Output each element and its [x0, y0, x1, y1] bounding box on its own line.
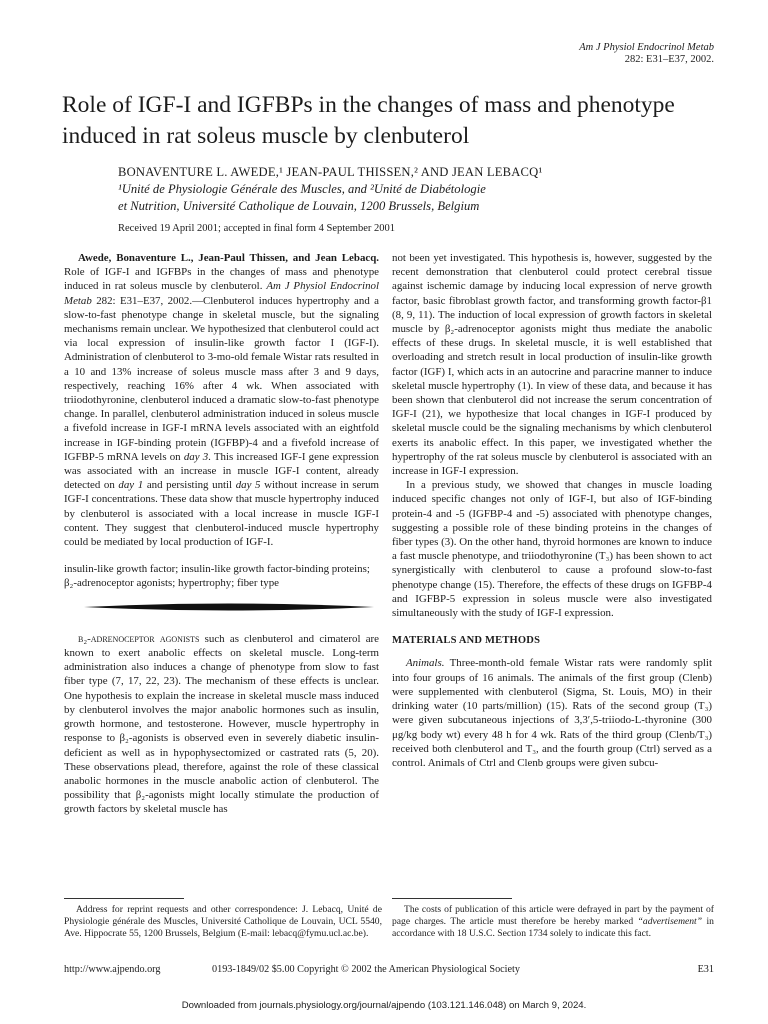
abstract-day-3: day 3 — [183, 450, 209, 463]
received-dates: Received 19 April 2001; accepted in final form 4 September 2001 — [118, 223, 396, 234]
right-column — [392, 251, 712, 770]
animals-label: Animals. — [406, 657, 445, 670]
intro-text: such as clenbuterol and cimaterol are known to exert anabolic effects on skeletal muscle. Long-term administration also induces a change of phenotype from slow to fast fiber type (7, 17, 22, 23). The mechanism of these effects is unclear. One hypothesis to explain the increase in skeletal muscle mass induced by clenbuterol involves the major anabolic hormones such as insulin, growth hormone, and testosterone. However, muscle hypertrophy in response to β₂-agonists is observed even in severely diabetic insulin-deficient as well as in hypophysectomized or castrated rats (5, 20). These observations plead, therefore, against the role of these classical anabolic hormones in the muscle anabolic action of clenbuterol. The possibility that β₂-agonists might locally stimulate the production of growth factors by skeletal muscle has — [64, 632, 379, 816]
abstract — [64, 251, 379, 549]
footnote-rule-right — [392, 898, 512, 899]
abstract-day-5: day 5 — [235, 479, 261, 492]
author-block — [118, 164, 542, 215]
section-ornament — [84, 601, 374, 613]
cost-text-1: The costs of publication of this article were defrayed in part by the payment of page charges. The article must therefore be hereby marked — [392, 904, 714, 927]
animals-paragraph — [392, 656, 712, 770]
cost-text-2: in accordance with 18 U.S.C. Section 1734 solely to indicate this fact. — [392, 916, 714, 939]
abstract-day-1: day 1 — [118, 479, 144, 492]
abstract-text-2: 282: E31–E37, 2002.—Clenbuterol induces hypertrophy and a slow-to-fast phenotype change in skeletal muscle, but the signaling mechanisms remain unclear. We hypothesized that clenbuterol could act via local expression of insulin-like growth factor I (IGF-I). Administration of clenbuterol to 3-mo-old female Wistar rats resulted in a 10 and 13% increase of soleus muscle mass after 3 and 9 days, respectively, reaching 16% after 4 wk. When associated with triiodothyronine, clenbuterol induced a dramatic slow-to-fast phenotype change. In parallel, clenbuterol administration induced in soleus muscle a fivefold increase in IGF-I mRNA levels associated with an eightfold increase in IGF-binding protein (IGFBP)-4 and a fivefold increase of IGFBP-5 mRNA levels on — [64, 294, 379, 463]
affiliation-line-2: et Nutrition, Université Catholique de Louvain, 1200 Brussels, Belgium — [118, 199, 480, 213]
abstract-text-5: without increase in serum IGF-I concentrations. These data show that muscle hypertrophy induced by clenbuterol is associated with a local increase in muscle IGF-I content. They suggest that clenbuterol-induced muscle hypertrophy could be mediated by local production of IGF-I. — [64, 479, 379, 549]
left-column — [64, 251, 379, 817]
author-names: BONAVENTURE L. AWEDE,¹ JEAN-PAUL THISSEN,² AND JEAN LEBACQ¹ — [118, 165, 543, 179]
journal-reference — [579, 42, 714, 66]
introduction-paragraph — [64, 632, 379, 817]
copyright-line: 0193-1849/02 $5.00 Copyright © 2002 the American Physiological Society — [212, 964, 520, 975]
page-number: E31 — [697, 964, 714, 975]
intro-paragraph-continued: not been yet investigated. This hypothesis is, however, suggested by the recent demonstration that clenbuterol could protect cerebral tissue against ischemic damage by inducing local expression of nerve growth factor, basic fibroblast growth factor, and transforming growth factor-β1 (8, 9, 11). The induction of local expression of growth factors in skeletal muscle by β₂-adrenoceptor agonists might thus mediate the anabolic effects of these drugs. In skeletal muscle, it is well established that overloading and stretch result in local production of insulin-like growth factor (IGF) I, which acts in an autocrine and paracrine manner to induce skeletal muscle hypertrophy (1). In view of these data, and because it has been shown that clenbuterol did not increase the serum concentration of IGF-I (21), we hypothesize that local changes in IGF-I produced by skeletal muscle could be the signaling mechanisms by which clenbuterol exerts its anabolic effect. In this paper, we investigated whether the hypertrophy of the rat soleus muscle by clenbuterol is associated with an increase in IGF-I expression. — [392, 252, 712, 478]
journal-name: Am J Physiol Endocrinol Metab — [579, 42, 714, 53]
abstract-journal-ref: Am J Physiol Endocrinol Metab — [64, 280, 379, 307]
publication-cost-footnote — [392, 904, 714, 940]
download-notice: Downloaded from journals.physiology.org/journal/ajpendo (103.121.146.048) on March 9, 2024. — [181, 1000, 587, 1011]
abstract-text-3: . This increased IGF-I gene expression was associated with an increase in muscle IGF-I content, already detected on — [64, 450, 379, 492]
abstract-authors: Awede, Bonaventure L., Jean-Paul Thissen, and Jean Lebacq. — [78, 252, 379, 264]
section-heading-methods: MATERIALS AND METHODS — [392, 635, 541, 647]
animals-text: Three-month-old female Wistar rats were randomly split into four groups of 16 animals. The animals of the first group (Clenb) were supplemented with clenbuterol (Sigma, St. Louis, MO) in their drinking water (10 parts/million) (15). Rats of the second group (T₃) were given subcutaneous injections of 3,3′,5-triiodo-L-thyronine (300 μg/kg body wt) every 48 h for 4 wk. Rats of the third group (Clenb/T₃) received both clenbuterol and T₃, and the fourth group (Ctrl) served as a control. Animals of Ctrl and Clenb groups were given subcu- — [392, 657, 712, 769]
publication-cost-text — [392, 904, 714, 940]
intro-lead: β₂-adrenoceptor agonists — [78, 632, 200, 645]
intro-paragraph-2: In a previous study, we showed that changes in muscle loading induced specific changes not only of IGF-I, but also of IGF-binding protein-4 and -5 (IGFBP-4 and -5) associated with phenotype changes, suggesting a possible role of these binding proteins in the changes of fiber types (3). On the other hand, thyroid hormones are known to induce a fast muscle phenotype, and triiodothyronine (T₃) has been shown to act synergistically with clenbuterol to cause a profound slow-to-fast phenotype change (15). Therefore, the effects of these drugs on IGFBP-4 and IGFBP-5 expression in soleus muscle were also investigated simultaneously with the study of IGF-I expression. — [392, 479, 712, 620]
correspondence-footnote — [64, 904, 382, 940]
abstract-text-4: and persisting until — [143, 479, 236, 492]
journal-citation: 282: E31–E37, 2002. — [624, 54, 714, 65]
keywords: insulin-like growth factor; insulin-like growth factor-binding proteins; β₂-adrenoceptor agonists; hypertrophy; fiber type — [64, 563, 370, 590]
advertisement-word: “advertisement” — [637, 916, 703, 927]
affiliation-line-1: ¹Unité de Physiologie Générale des Muscles, and ²Unité de Diabétologie — [118, 182, 486, 196]
journal-url[interactable]: http://www.ajpendo.org — [64, 964, 161, 975]
footnote-rule-left — [64, 898, 184, 899]
abstract-text-1: Role of IGF-I and IGFBPs in the changes of mass and phenotype induced in rat soleus muscle by clenbuterol. — [64, 266, 379, 293]
article-title: Role of IGF-I and IGFBPs in the changes of mass and phenotype induced in rat soleus muscle by clenbuterol — [62, 92, 675, 149]
correspondence-text: Address for reprint requests and other correspondence: J. Lebacq, Unité de Physiologie générale des Muscles, Université Catholique de Louvain, UCL 5540, Ave. Hippocrate 55, 1200 Brussels, Belgium (E-mail: lebacq@fymu.ucl.ac.be). — [64, 904, 382, 939]
